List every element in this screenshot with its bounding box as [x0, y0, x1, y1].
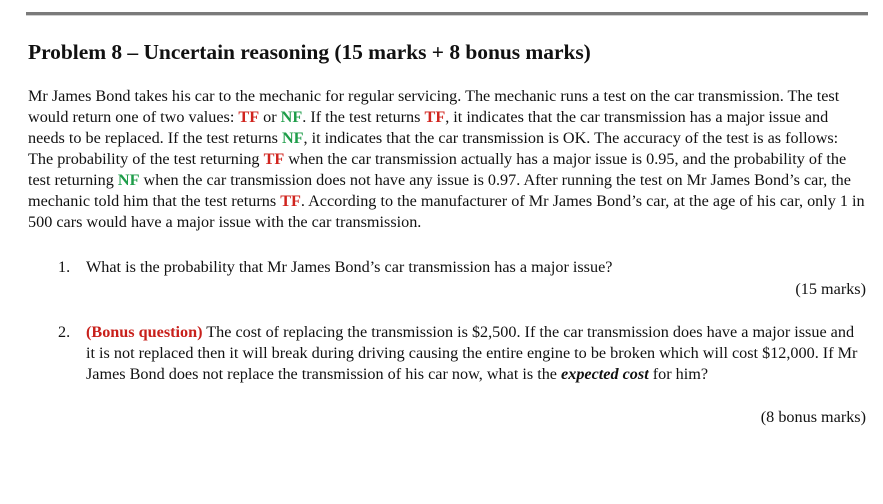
nf-value: NF [280, 108, 303, 126]
tf-value: TF [263, 150, 285, 168]
question-text [86, 322, 866, 385]
question-number: 2. [58, 323, 71, 341]
problem-description [28, 86, 866, 233]
top-divider [26, 12, 868, 16]
nf-value: NF [281, 129, 304, 147]
problem-title: Problem 8 – Uncertain reasoning (15 marks + 8 bonus marks) [28, 40, 591, 64]
intro-text: . If the test returns [302, 108, 425, 126]
intro-text: or [259, 108, 281, 126]
question-1 [28, 257, 866, 278]
tf-value: TF [280, 192, 301, 210]
intro-text: when the car transmission does not have any issue is 0.97. After running the test on Mr James Bond’s car, the mechanic told him that the test returns [28, 171, 851, 210]
intro-text: , it indicates that the car transmission is OK. The accuracy of the test is as follows: The probability of the test returning [28, 129, 839, 168]
nf-value: NF [117, 171, 140, 189]
question-2 [28, 322, 866, 385]
question-2-marks: (8 bonus marks) [760, 408, 866, 426]
question-text-part: The cost of replacing the transmission is $2,500. If the car transmission does have a major issue and it is not replaced then it will break during driving causing the entire engine to be broken which will cost $12,000. If Mr James Bond does not replace the transmission of his car now, what is the [86, 323, 858, 383]
intro-text: Mr James Bond takes his car to the mechanic for regular servicing. The mechanic runs a test on the car transmission. The test would return one of two values: [28, 87, 840, 126]
question-number: 1. [58, 258, 71, 276]
expected-cost-emphasis: expected cost [561, 365, 649, 383]
question-1-marks: (15 marks) [795, 280, 866, 298]
intro-text: when the car transmission actually has a major issue is 0.95, and the probability of the test returning [28, 150, 847, 189]
intro-text: . According to the manufacturer of Mr James Bond’s car, at the age of his car, only 1 in 500 cars would have a major issue with the car transmission. [28, 192, 865, 231]
question-text: What is the probability that Mr James Bond’s car transmission has a major issue? [86, 258, 613, 276]
tf-value: TF [238, 108, 260, 126]
intro-text: , it indicates that the car transmission has a major issue and needs to be replaced. If the test returns [28, 108, 829, 147]
question-text-part: for him? [648, 365, 709, 383]
tf-value: TF [424, 108, 446, 126]
bonus-label: (Bonus question) [86, 323, 203, 341]
